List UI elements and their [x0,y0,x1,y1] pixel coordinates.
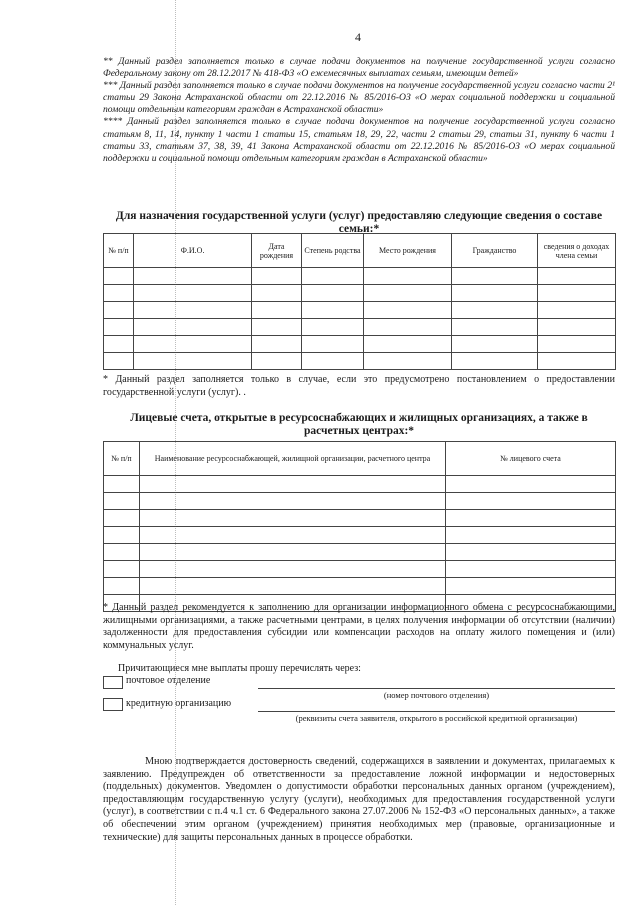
column-header: № лицевого счета [446,442,616,476]
column-header: № п/п [104,442,140,476]
footnotes-block [103,56,615,165]
confirmation-paragraph: Мною подтверждается достоверность сведений, содержащихся в заявлении и документах, прилагаемых к заявлению. Предупрежден об ответственности за предоставление ложной информации и недостоверных (поддельных) документов. Уведомлен о допустимости обработки персональных данных органом (учреждением), предоставляющим государственную услугу (услуги), необходимых для предоставления государственной услуги (услуг), в соответствии с п.4 ч.1 ст. 6 Федерального закона 27.07.2006 № 152-ФЗ «О персональных данных», а также об обеспечении этим органом (учреждением) принятия необходимых мер (правовые, организационные и технические) для защиты персональных данных в процессе обработки. [103,756,615,843]
page-number: 4 [355,30,361,44]
table-row[interactable] [104,285,616,302]
family-table-header [104,234,616,268]
post-office-caption: (номер почтового отделения) [383,690,490,700]
bank-caption: (реквизиты счета заявителя, открытого в российской кредитной организации) [295,713,578,723]
accounts-table [103,441,616,612]
payment-intro: Причитающиеся мне выплаты прошу перечислять через: [118,663,361,674]
column-header: Гражданство [452,234,538,268]
table-row[interactable] [104,544,616,561]
footnote-regional-law: **** Данный раздел заполняется только в случае подачи документов на получение государственной услуги согласно статьям 8, 11, 14, пункту 1 части 1 статьи 15, статьям 18, 29, 22, части 2 статьи 29, статьи 31, пункту 6 части 1 статьи 33, статьям 37, 38, 39, 41 Закона Астраханской области от 22.12.2016 № 85/2016-ОЗ «О мерах социальной поддержки и социальной помощи отдельным категориям граждан в Астраханской области» [103,116,615,164]
footnote-family-payments: ** Данный раздел заполняется только в случае подачи документов на получение государственной услуги согласно Федеральному закону от 28.12.2017 № 418-ФЗ «О ежемесячных выплатах семьям, имеющим детей» [103,56,615,80]
column-header: Место рождения [364,234,452,268]
family-section-note: * Данный раздел заполняется только в случае, если это предусмотрено постановлением о предоставлении государственной услуги (услуг). . [103,374,615,398]
table-row[interactable] [104,268,616,285]
table-row[interactable] [104,476,616,493]
post-office-label: почтовое отделение [126,675,211,686]
family-table [103,233,616,370]
accounts-table-header [104,442,616,476]
table-row[interactable] [104,319,616,336]
bank-label: кредитную организацию [126,698,232,709]
table-row[interactable] [104,302,616,319]
table-row[interactable] [104,353,616,370]
table-row[interactable] [104,510,616,527]
column-header: № п/п [104,234,134,268]
accounts-section-title: Лицевые счета, открытые в ресурсоснабжающих и жилищных организациях, а также в расчетных центрах:* [130,412,588,437]
table-row[interactable] [104,561,616,578]
table-row[interactable] [104,336,616,353]
table-row[interactable] [104,493,616,510]
column-header: Степень родства [302,234,364,268]
bank-details-field[interactable] [258,711,615,712]
footnote-social-support: *** Данный раздел заполняется только в случае подачи документов на получение государственной услуги согласно части 2¹ статьи 29 Закона Астраханской области от 22.12.2016 № 85/2016-ОЗ «О мерах социальной поддержки и социальной помощи отдельным категориям граждан в Астраханской области» [103,80,615,116]
post-office-number-field[interactable] [258,688,615,689]
post-office-checkbox[interactable] [103,676,123,689]
column-header: Наименование ресурсоснабжающей, жилищной организации, расчетного центра [140,442,446,476]
family-section-title: Для назначения государственной услуги (услуг) предоставляю следующие сведения о составе семьи:* [115,210,603,235]
column-header: Ф.И.О. [134,234,252,268]
table-row[interactable] [104,578,616,595]
bank-checkbox[interactable] [103,698,123,711]
column-header: Дата рождения [252,234,302,268]
column-header: сведения о доходах члена семьи [538,234,616,268]
accounts-section-note: * Данный раздел рекомендуется к заполнению для организации информационного обмена с ресурсоснабжающими, жилищными организациями, а также расчетными центрами, в целях получения информации об отсутствии (наличии) задолженности для предоставления субсидии или компенсации расходов на оплату жилого помещения и (или) коммунальных услуг. [103,602,615,651]
table-row[interactable] [104,527,616,544]
